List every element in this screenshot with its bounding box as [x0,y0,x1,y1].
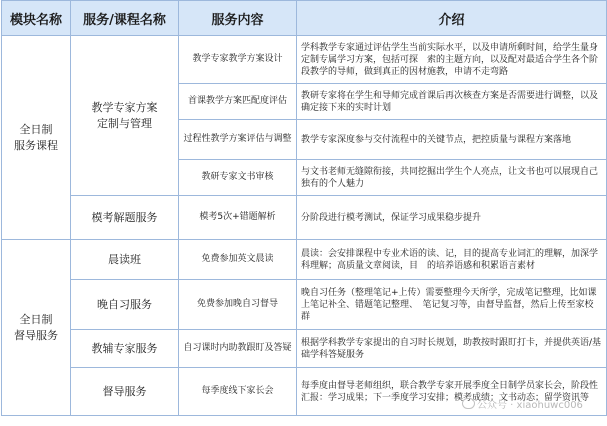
service-cell-tutor-expert [71,330,179,368]
service-cell-morning-reading [71,240,179,280]
service-cell-mock-exam [71,196,179,240]
intro-cell: 学科教学专家通过评估学生当前实际水平，以及申请所剩时间，给学生量身定制专属学习方案，包括可探 索的主题方向，以及配对最适合学生各个阶段教学的导师，做到真正的因材施教，申请不走弯路 [297,36,607,84]
content-cell: 教研专家文书审核 [179,160,297,196]
content-cell: 过程性教学方案评估与调整 [179,120,297,160]
category-label: 全日制 督导服务 [14,312,58,342]
service-name: 教辅专家服务 [91,341,158,355]
intro-cell: 根据学科教学专家提出的自习时长规划，助教按时跟盯打卡，并提供英语/基础学科答疑服务 [297,330,607,368]
service-name: 模考解题服务 [91,210,158,224]
intro-cell: 晨读：会安排课程中专业术语的读、记，目的提高专业词汇的理解，加深学科理解；高质量文章阅读，目 的培养语感和积累语言素材 [297,240,607,280]
table-row [2,240,607,280]
watermark [462,396,583,411]
intro-cell: 与文书老师无缝隙衔接，共同挖掘出学生个人亮点，让文书也可以展现自己独有的个人魅力 [297,160,607,196]
service-name: 督导服务 [102,384,147,398]
intro-cell: 分阶段进行模考测试，保证学习成果稳步提升 [297,196,607,240]
category-label: 全日制 服务课程 [14,122,58,152]
watermark-text: 公众号 · xiaohuwc006 [477,400,583,411]
intro-cell: 教研专家将在学生和导师完成首课后再次核查方案是否需要进行调整，以及确定接下来的实时计划 [297,84,607,120]
service-cell-supervision [71,368,179,416]
service-name: 晚自习服务 [97,297,152,311]
table-row [2,330,607,368]
content-cell: 自习课时内助教跟盯及答疑 [179,330,297,368]
content-cell: 首课教学方案匹配度评估 [179,84,297,120]
service-name: 晨读班 [108,252,141,266]
header-row [2,1,607,36]
content-cell: 免费参加英文晨读 [179,240,297,280]
content-cell: 每季度线下家长会 [179,368,297,416]
content-cell: 模考5次+错题解析 [179,196,297,240]
table-row [2,36,607,84]
header-module-name: 模块名称 [2,1,71,36]
header-introduction: 介绍 [297,1,607,36]
header-service-name: 服务/课程名称 [71,1,179,36]
intro-cell: 晚自习任务（整理笔记+上传）需要整理今天所学，完成笔记整理，比如课上笔记补全、错题笔记整理、 笔记复习等，由督导监督，然后上传至家校群 [297,280,607,330]
wechat-icon [462,398,475,409]
content-cell: 教学专家教学方案设计 [179,36,297,84]
content-cell: 免费参加晚自习督导 [179,280,297,330]
service-table [1,0,607,416]
header-service-content: 服务内容 [179,1,297,36]
category-cell-fulltime-courses [2,36,71,240]
service-cell-teaching-plan [71,36,179,196]
table-row [2,196,607,240]
service-cell-evening-study [71,280,179,330]
table-row [2,280,607,330]
category-cell-fulltime-supervision [2,240,71,416]
intro-cell: 教学专家深度参与交付流程中的关键节点，把控质量与课程方案落地 [297,120,607,160]
service-name: 教学专家方案 定制与管理 [91,100,158,130]
intro-cell: 每季度由督导老师组织，联合教学专家开展季度全日制学员家长会，阶段性汇报：学习成果；下一季度学习安排；模考成绩；文书动态；留学资讯等 [297,368,607,416]
